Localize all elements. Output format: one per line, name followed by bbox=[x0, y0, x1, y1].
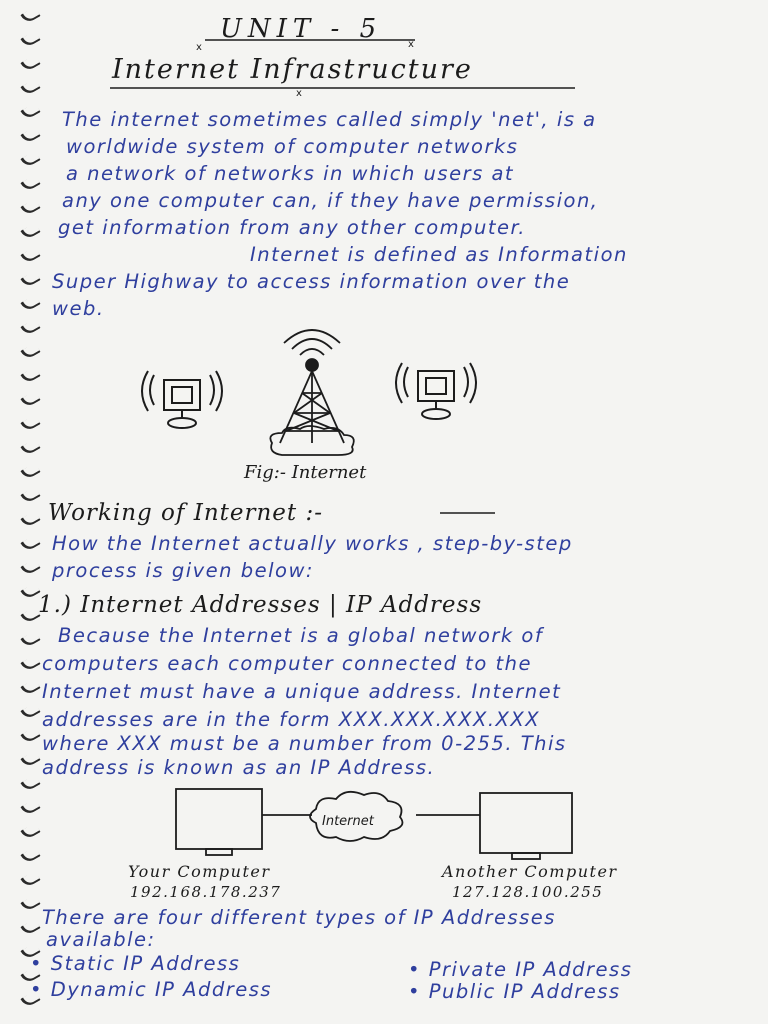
spiral-ring bbox=[20, 702, 40, 720]
spiral-ring bbox=[20, 558, 40, 576]
bullet-static: • Static IP Address bbox=[30, 952, 241, 975]
spiral-ring bbox=[20, 294, 40, 312]
spiral-ring bbox=[20, 510, 40, 528]
bullet-public: • Public IP Address bbox=[408, 980, 621, 1003]
intro-line-1: The internet sometimes called simply 'net', is a bbox=[62, 108, 597, 131]
spiral-ring bbox=[20, 462, 40, 480]
bullet-private: • Private IP Address bbox=[408, 958, 633, 981]
types-line-1: There are four different types of IP Addresses bbox=[42, 906, 556, 929]
another-computer-label: Another Computer bbox=[442, 862, 618, 881]
section1-line-1: Because the Internet is a global network of bbox=[58, 624, 544, 647]
bullet-private-text: Private IP Address bbox=[428, 958, 633, 981]
spiral-ring bbox=[20, 894, 40, 912]
spiral-ring bbox=[20, 366, 40, 384]
bullet-dynamic-text: Dynamic IP Address bbox=[50, 978, 273, 1001]
signal-tower-icon bbox=[270, 330, 353, 455]
bullet-dynamic: • Dynamic IP Address bbox=[30, 978, 273, 1001]
spiral-ring bbox=[20, 222, 40, 240]
section1-line-3: Internet must have a unique address. Internet bbox=[42, 680, 562, 703]
svg-text:x: x bbox=[296, 88, 302, 99]
spiral-ring bbox=[20, 678, 40, 696]
spiral-ring bbox=[20, 414, 40, 432]
spiral-ring bbox=[20, 390, 40, 408]
spiral-ring bbox=[20, 846, 40, 864]
spiral-ring bbox=[20, 654, 40, 672]
intro-line-2: worldwide system of computer networks bbox=[66, 135, 519, 158]
unit-heading: UNIT - 5 bbox=[220, 14, 383, 44]
spiral-ring bbox=[20, 342, 40, 360]
section1-line-4: addresses are in the form XXX.XXX.XXX.XXX bbox=[42, 708, 541, 731]
spiral-ring bbox=[20, 534, 40, 552]
intro-line-5: get information from any other computer. bbox=[58, 216, 526, 239]
section1-line-5: where XXX must be a number from 0-255. This bbox=[42, 732, 567, 755]
spiral-ring bbox=[20, 318, 40, 336]
section1-line-2: computers each computer connected to the bbox=[42, 652, 532, 675]
spiral-ring bbox=[20, 126, 40, 144]
heading-dash bbox=[440, 510, 500, 516]
spiral-ring bbox=[20, 774, 40, 792]
spiral-ring bbox=[20, 798, 40, 816]
your-computer-ip: 192.168.178.237 bbox=[130, 883, 282, 901]
working-intro-line-2: process is given below: bbox=[52, 559, 314, 582]
intro-line-7: Super Highway to access information over the bbox=[52, 270, 571, 293]
types-line-2: available: bbox=[46, 928, 156, 951]
spiral-ring bbox=[20, 822, 40, 840]
network-diagram bbox=[170, 785, 590, 865]
spiral-ring bbox=[20, 174, 40, 192]
your-computer-label: Your Computer bbox=[128, 862, 271, 881]
section1-line-6: address is known as an IP Address. bbox=[42, 756, 436, 779]
spiral-ring bbox=[20, 750, 40, 768]
cloud-label: Internet bbox=[322, 814, 374, 829]
section1-heading: 1.) Internet Addresses | IP Address bbox=[38, 592, 483, 618]
spiral-ring bbox=[20, 198, 40, 216]
another-computer-icon bbox=[480, 793, 572, 853]
spiral-binding bbox=[0, 0, 48, 1024]
intro-line-8: web. bbox=[52, 297, 105, 320]
internet-figure bbox=[140, 325, 480, 470]
working-intro-line-1: How the Internet actually works , step-by-step bbox=[52, 532, 573, 555]
right-computer-icon bbox=[396, 363, 476, 419]
intro-line-6: Internet is defined as Information bbox=[250, 243, 628, 266]
spiral-ring bbox=[20, 270, 40, 288]
spiral-ring bbox=[20, 918, 40, 936]
bullet-public-text: Public IP Address bbox=[428, 980, 621, 1003]
your-computer-icon bbox=[176, 789, 262, 849]
bullet-static-text: Static IP Address bbox=[50, 952, 241, 975]
spiral-ring bbox=[20, 870, 40, 888]
spiral-ring bbox=[20, 726, 40, 744]
spiral-ring bbox=[20, 438, 40, 456]
spiral-ring bbox=[20, 150, 40, 168]
svg-text:x: x bbox=[408, 39, 414, 50]
left-computer-icon bbox=[142, 371, 222, 428]
figure-caption: Fig:- Internet bbox=[244, 462, 367, 483]
svg-text:x: x bbox=[196, 42, 202, 53]
intro-line-4: any one computer can, if they have permission, bbox=[62, 189, 599, 212]
spiral-ring bbox=[20, 246, 40, 264]
spiral-ring bbox=[20, 630, 40, 648]
page-title: Internet Infrastructure bbox=[112, 54, 473, 85]
spiral-ring bbox=[20, 486, 40, 504]
intro-line-3: a network of networks in which users at bbox=[66, 162, 515, 185]
another-computer-ip: 127.128.100.255 bbox=[452, 883, 604, 901]
working-heading: Working of Internet :- bbox=[48, 500, 323, 526]
